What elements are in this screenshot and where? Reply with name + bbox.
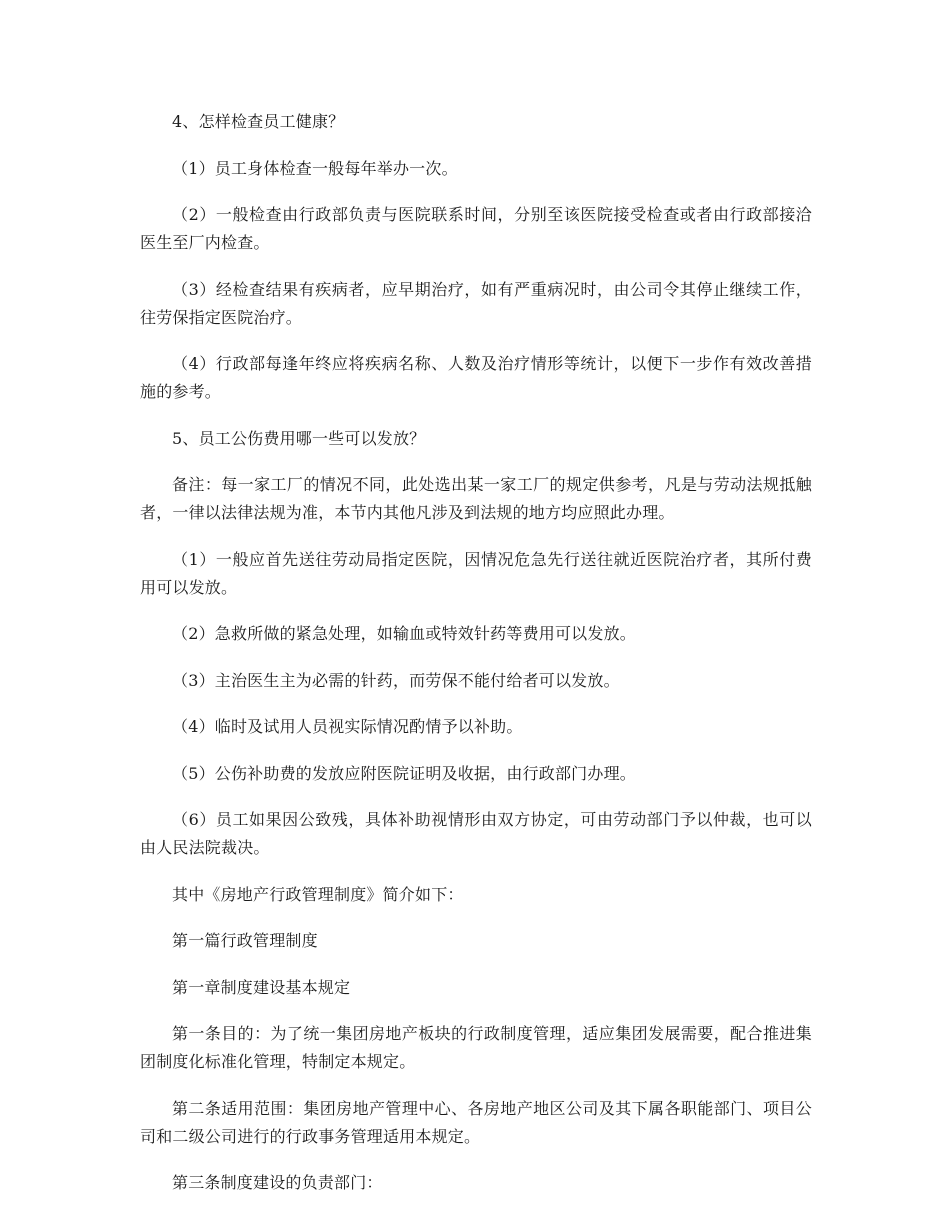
paragraph: （1）一般应首先送往劳动局指定医院，因情况危急先行送往就近医院治疗者，其所付费用可以发放。 [140, 549, 812, 597]
paragraph: （4）临时及试用人员视实际情况酌情予以补助。 [172, 717, 523, 736]
paragraph: （3）经检查结果有疾病者，应早期治疗，如有严重病况时，由公司令其停止继续工作，往劳保指定医院治疗。 [140, 279, 812, 327]
paragraph: （1）员工身体检查一般每年举办一次。 [172, 158, 458, 178]
article-paragraph: 第一条目的：为了统一集团房地产板块的行政制度管理，适应集团发展需要，配合推进集团制度化标准化管理，特制定本规定。 [140, 1024, 812, 1071]
heading-injury-costs: 5、员工公伤费用哪一些可以发放？ [172, 428, 426, 448]
paragraph: （6）员工如果因公致残，具体补助视情形由双方协定，可由劳动部门予以仲裁，也可以由人民法院裁决。 [140, 810, 812, 857]
article-paragraph: 第三条制度建设的负责部门： [172, 1173, 383, 1192]
chapter-heading: 第一章制度建设基本规定 [172, 977, 351, 997]
heading-health-check: 4、怎样检查员工健康？ [172, 112, 345, 131]
paragraph: （5）公伤补助费的发放应附医院证明及收据，由行政部门办理。 [172, 763, 636, 783]
part-heading: 第一篇行政管理制度 [172, 931, 318, 950]
intro-paragraph: 其中《房地产行政管理制度》简介如下： [172, 884, 464, 904]
document-page [140, 108, 812, 1216]
paragraph: （4）行政部每逢年终应将疾病名称、人数及治疗情形等统计，以便下一步作有效改善措施的参考。 [140, 354, 812, 401]
paragraph: （3）主治医生主为必需的针药，而劳保不能付给者可以发放。 [172, 670, 620, 690]
article-paragraph: 第二条适用范围：集团房地产管理中心、各房地产地区公司及其下属各职能部门、项目公司和二级公司进行的行政事务管理适用本规定。 [140, 1098, 812, 1146]
paragraph: （2）急救所做的紧急处理，如输血或特效针药等费用可以发放。 [172, 624, 636, 643]
note-paragraph: 备注：每一家工厂的情况不同，此处选出某一家工厂的规定供参考，凡是与劳动法规抵触者，一律以法律法规为准，本节内其他凡涉及到法规的地方均应照此办理。 [140, 475, 812, 522]
paragraph: （2）一般检查由行政部负责与医院联系时间，分别至该医院接受检查或者由行政部接洽医生至厂内检查。 [140, 205, 812, 252]
